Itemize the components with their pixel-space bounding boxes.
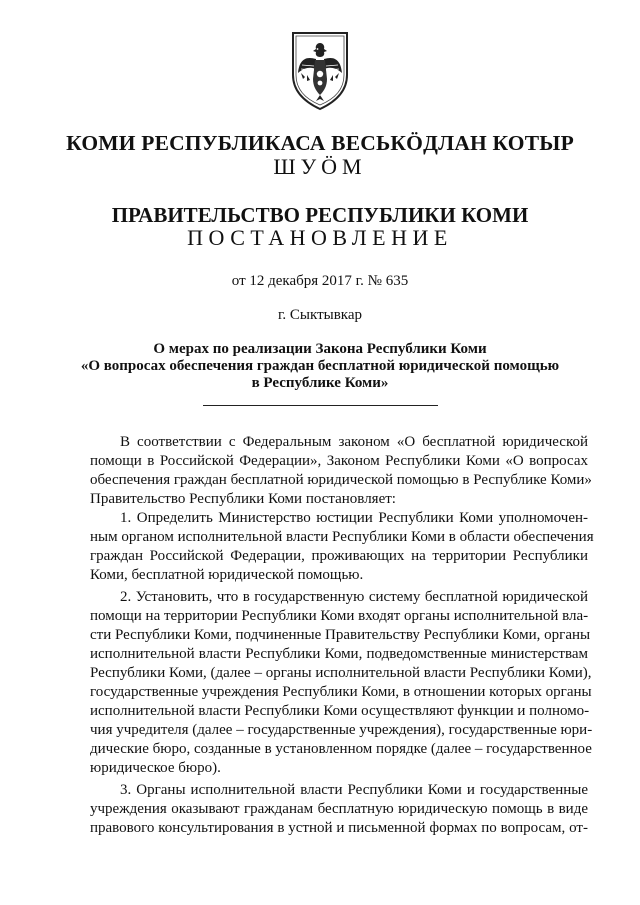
body-line: граждан Российской Федерации, проживающих на территории Республики bbox=[90, 548, 588, 564]
komi-header-subtitle: ШУӦМ bbox=[273, 154, 367, 179]
body-line: правового консультирования в устной и письменной формах по вопросам, от- bbox=[90, 820, 588, 836]
komi-header-title: КОМИ РЕСПУБЛИКАСА ВЕСЬКӦДЛАН КОТЫР bbox=[66, 131, 574, 155]
body-line: дические бюро, созданные в установленном порядке (далее – государственное bbox=[90, 741, 592, 757]
document-type: ПОСТАНОВЛЕНИЕ bbox=[187, 225, 453, 250]
komi-coat-of-arms-icon bbox=[289, 29, 351, 111]
document-subject bbox=[70, 341, 570, 392]
document-body bbox=[90, 433, 594, 838]
document-city: г. Сыктывкар bbox=[277, 307, 363, 323]
body-line: государственные учреждения Республики Коми, в отношении которых органы bbox=[90, 684, 592, 700]
body-line: ным органом исполнительной власти Республики Коми в области обеспечения bbox=[90, 529, 594, 545]
government-title: ПРАВИТЕЛЬСТВО РЕСПУБЛИКИ КОМИ bbox=[111, 203, 529, 227]
body-line: исполнительной власти Республики Коми, подведомственные министерствам bbox=[90, 646, 588, 662]
body-line: Правительство Республики Коми постановляет: bbox=[90, 491, 396, 507]
paragraph-4 bbox=[90, 781, 588, 838]
subject-line: «О вопросах обеспечения граждан бесплатной юридической помощью bbox=[80, 358, 560, 374]
subject-line: в Республике Коми» bbox=[251, 375, 389, 391]
body-line: В соответствии с Федеральным законом «О бесплатной юридической bbox=[120, 434, 588, 450]
body-line: чия учредителя (далее – государственные учреждения), государственные юри- bbox=[90, 722, 593, 738]
body-line: учреждения оказывают гражданам бесплатную юридическую помощь в виде bbox=[90, 801, 588, 817]
document-date-number: от 12 декабря 2017 г. № 635 bbox=[231, 273, 409, 289]
body-line: 2. Установить, что в государственную систему бесплатной юридической bbox=[120, 589, 588, 605]
body-line: Республики Коми, (далее – органы исполнительной власти Республики Коми), bbox=[90, 665, 592, 681]
subject-line: О мерах по реализации Закона Республики Коми bbox=[153, 341, 487, 357]
body-line: юридическое бюро). bbox=[90, 760, 221, 776]
body-line: помощи в Российской Федерации», Законом Республики Коми «О вопросах bbox=[90, 453, 588, 469]
body-line: Коми, бесплатной юридической помощью. bbox=[90, 567, 364, 583]
body-line: исполнительной власти Республики Коми осуществляют функции и полномо- bbox=[90, 703, 590, 719]
body-line: помощи на территории Республики Коми входят органы исполнительной вла- bbox=[90, 608, 589, 624]
subject-divider bbox=[203, 405, 438, 406]
body-line: сти Республики Коми, подчиненные Правительству Республики Коми, органы bbox=[90, 627, 591, 643]
body-line: 3. Органы исполнительной власти Республики Коми и государственные bbox=[120, 782, 588, 798]
paragraph-1 bbox=[90, 433, 592, 509]
paragraph-3 bbox=[90, 588, 593, 778]
body-line: обеспечения граждан бесплатной юридической помощью в Республике Коми» bbox=[90, 472, 592, 488]
paragraph-2 bbox=[90, 509, 594, 585]
body-line: 1. Определить Министерство юстиции Республики Коми уполномочен- bbox=[120, 510, 588, 526]
